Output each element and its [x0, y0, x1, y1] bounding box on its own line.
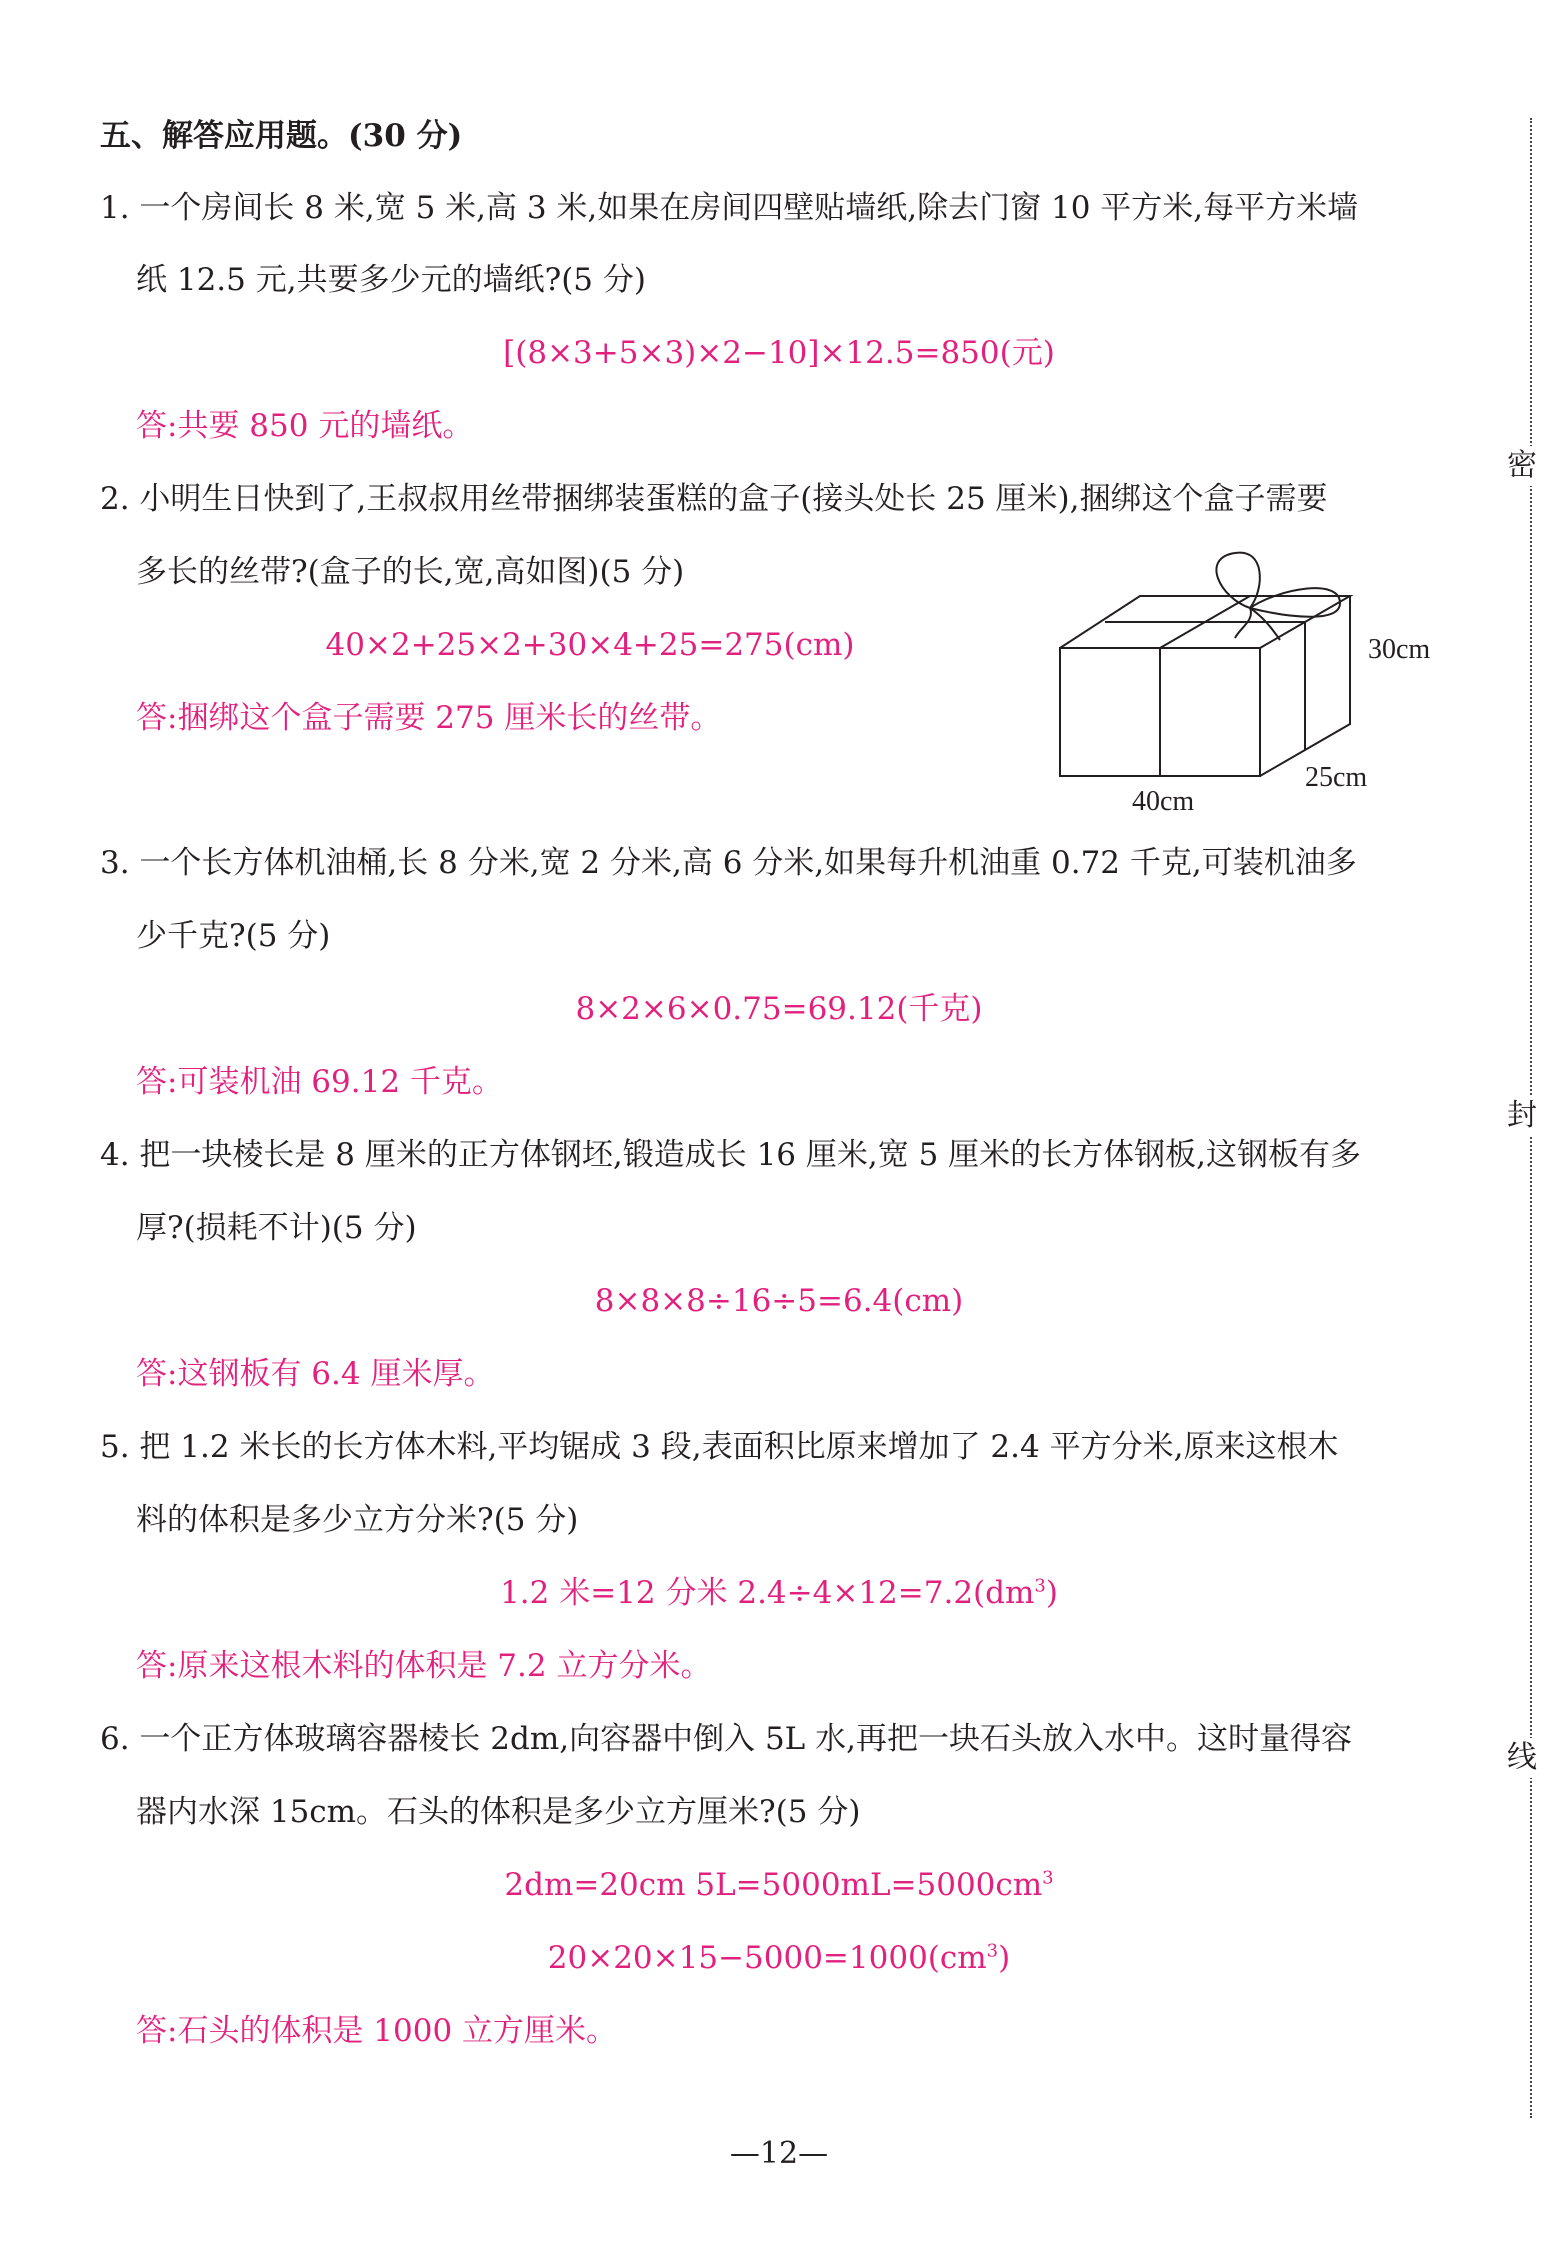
question-6-calc-2: $20\times 20\times 15-5000=1000(cm^3)$ [547, 1940, 1011, 1976]
question-4-text: 4. 把一块棱长是 8 厘米的正方体钢坯,锻造成长 16 厘米,宽 5 厘米的长方体钢板,这钢板有多 [100, 1137, 1362, 1173]
gift-box-figure [1050, 548, 1470, 832]
question-1-calc: [(8×3+5×3)×2−10]×12.5=850(元) [503, 335, 1055, 371]
height-label: 30cm [1368, 634, 1431, 665]
length-label: 40cm [1132, 786, 1195, 817]
question-3-calc: 8×2×6×0.75=69.12(千克) [575, 991, 983, 1027]
width-label: 25cm [1305, 762, 1368, 793]
page-number: —12— [729, 2136, 829, 2171]
question-2-text: 2. 小明生日快到了,王叔叔用丝带捆绑装蛋糕的盒子(接头处长 25 厘米),捆绑这个盒子需要 [100, 481, 1328, 517]
question-5-answer: 答:原来这根木料的体积是 7.2 立方分米。 [136, 1648, 712, 1684]
question-1-text: 1. 一个房间长 8 米,宽 5 米,高 3 米,如果在房间四壁贴墙纸,除去门窗 10 平方米,每平方米墙 [100, 190, 1359, 226]
question-4-calc: 8×8×8÷16÷5=6.4(cm) [594, 1283, 964, 1319]
question-4-text-cont: 厚?(损耗不计)(5 分) [136, 1210, 417, 1246]
question-2-calc: 40×2+25×2+30×4+25=275(cm) [325, 627, 855, 663]
question-5-text: 5. 把 1.2 米长的长方体木料,平均锯成 3 段,表面积比原来增加了 2.4 平方分米,原来这根木 [100, 1429, 1339, 1465]
question-3-text-cont: 少千克?(5 分) [136, 918, 331, 954]
question-5-text-cont: 料的体积是多少立方分米?(5 分) [136, 1502, 579, 1538]
section-title: 五、解答应用题。(30 分) [100, 118, 463, 154]
question-3-answer: 答:可装机油 69.12 千克。 [136, 1064, 503, 1100]
seal-mark-mi: 密 [1507, 446, 1537, 486]
question-5-calc: 1.2 米=12 分米 $2.4\div 4\times 12=7.2(dm^3)$ [500, 1575, 1058, 1611]
question-4-answer: 答:这钢板有 6.4 厘米厚。 [136, 1356, 495, 1392]
question-6-text: 6. 一个正方体玻璃容器棱长 2dm,向容器中倒入 5L 水,再把一块石头放入水中。这时量得容 [100, 1721, 1352, 1757]
question-1-text-cont: 纸 12.5 元,共要多少元的墙纸?(5 分) [136, 262, 646, 298]
question-6-answer: 答:石头的体积是 1000 立方厘米。 [136, 2013, 618, 2049]
seal-mark-xian: 线 [1507, 1738, 1537, 1778]
question-2-answer: 答:捆绑这个盒子需要 275 厘米长的丝带。 [136, 700, 722, 736]
question-6-text-cont: 器内水深 15cm。石头的体积是多少立方厘米?(5 分) [136, 1794, 861, 1830]
question-3-text: 3. 一个长方体机油桶,长 8 分米,宽 2 分米,高 6 分米,如果每升机油重 0.72 千克,可装机油多 [100, 845, 1357, 881]
question-6-calc-1: 2dm=20cm $5L=5000mL=5000cm^3$ [504, 1867, 1054, 1903]
question-2-text-cont: 多长的丝带?(盒子的长,宽,高如图)(5 分) [136, 554, 685, 590]
question-1-answer: 答:共要 850 元的墙纸。 [136, 408, 474, 444]
seal-mark-feng: 封 [1507, 1096, 1537, 1136]
